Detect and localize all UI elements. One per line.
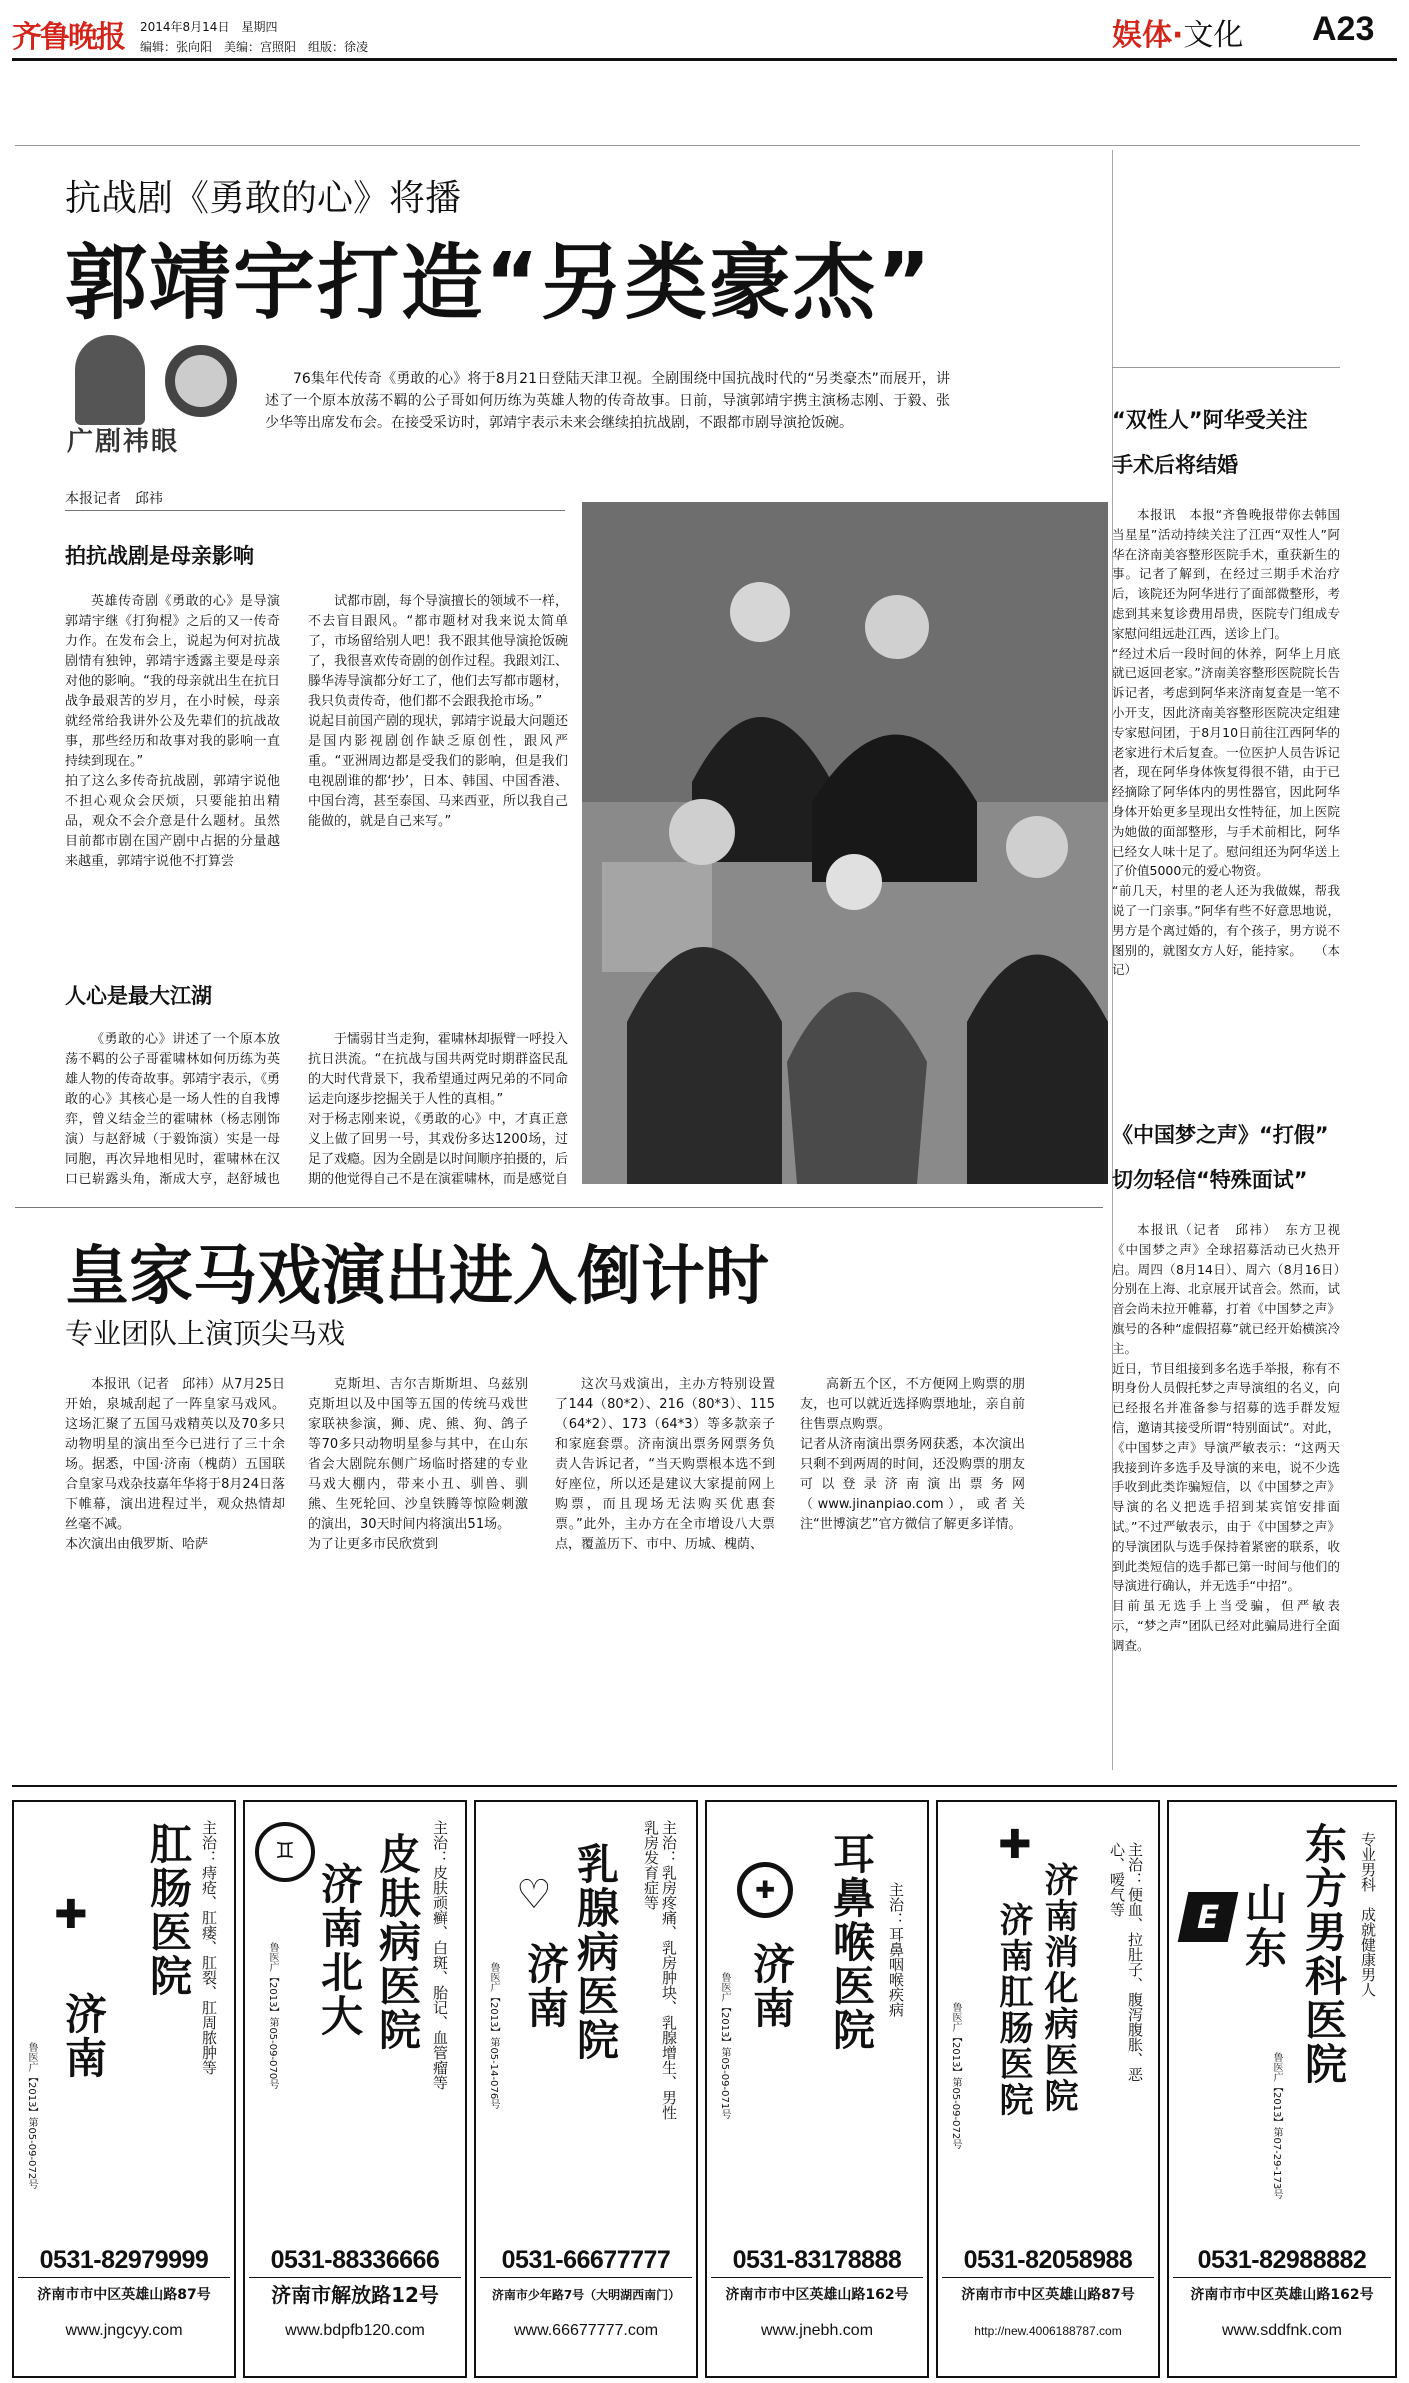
ad-1-address: 济南市市中区英雄山路87号 [37, 2287, 211, 2303]
ad-3-city: 济南 [521, 1942, 570, 2030]
ad-6-address: 济南市市中区英雄山路162号 [1190, 2287, 1374, 2303]
ad-6-name: 东方男科医院 [1299, 1822, 1348, 2086]
avatar [75, 335, 145, 425]
ent-logo-icon: ✚ [737, 1862, 793, 1918]
cross-logo-icon: ✚ [54, 1892, 88, 1938]
ad-1-services: 主治：痔疮、肛瘘、肛裂、肛周脓肿等 [200, 1820, 218, 2075]
side-title-1b: 手术后将结婚 [1112, 453, 1238, 477]
ad-4-url[interactable]: www.jnebh.com [760, 2322, 874, 2339]
ad-5-url[interactable]: http://new.4006188787.com [974, 2324, 1122, 2338]
ad-3-name: 乳腺病医院 [571, 1842, 620, 2062]
ad-5-city: 济南肛肠医院 [993, 1902, 1033, 2118]
section-a: 娱体 [1112, 18, 1172, 53]
lead-col-1a: 英雄传奇剧《勇敢的心》是导演郭靖宇继《打狗棍》之后的又一传奇力作。在发布会上，说起为何对抗战剧情有独钟，郭靖宇透露主要是母亲对他的影响。“我的母亲就出生在抗日战争最艰苦的岁月，在小时候，母亲就经常给我讲外公及先辈们的抗战故事，那些经历和故事对我的影响一直持续到现在。” 拍了这么多传奇抗战剧，郭靖宇说他不担心观众会厌烦，只要能拍出精品，观众不会介意是什么题材。虽然目前都市剧在国产剧中占据的分量越来越重，郭靖宇说他不打算尝 [65, 594, 280, 869]
badge-logo-icon: ♊ [255, 1822, 315, 1882]
lead-top-rule [15, 145, 1360, 146]
ad-1-name: 肛肠医院 [144, 1822, 193, 1998]
section-b: 文化 [1183, 18, 1244, 53]
ad-6-services: 专业男科 成就健康男人 [1359, 1832, 1377, 1997]
ad-breast-hospital [474, 1800, 698, 2378]
ad-skin-hospital [243, 1800, 467, 2378]
ad-5-phone: 0531-82058988 [942, 2242, 1154, 2278]
circus-top-rule [15, 1207, 1103, 1208]
lead-col-1b: 《勇敢的心》讲述了一个原本放荡不羁的公子哥霍啸林如何历练为英雄人物的传奇故事。郭靖宇表示，《勇敢的心》其核心是一场人性的自我博弈，曾义结金兰的霍啸林（杨志刚饰演）与赵舒城（于毅饰演）实是一母同胞，再次异地相见时，霍啸林在汉口已崭露头角，渐成大亨，赵舒城也 [65, 1032, 280, 1187]
ad-2-phone: 0531-88336666 [249, 2242, 461, 2278]
lead-col-2a: 试都市剧，每个导演擅长的领域不一样，不去盲目跟风。“都市题材对我来说太简单了，市场留给别人吧！我不跟其他导演抢饭碗了，我很喜欢传奇剧的创作过程。我跟刘江、滕华涛导演都分好工了，他们去写都市题材，我只负责传奇，他们都不会跟我抢市场。” 说起目前国产剧的现状，郭靖宇说最大问题还是国内影视剧创作缺乏原创性，跟风严重。“亚洲周边都是受我们的影响，但是我们电视剧谁的都‘抄’，日本、韩国、中国香港、中国台湾，甚至泰国、马来西亚，所以我自己能做的，就是自己来写。” [308, 594, 568, 829]
ad-4-phone: 0531-83178888 [711, 2242, 923, 2278]
lead-byline-rule [65, 510, 565, 511]
ad-4-address: 济南市市中区英雄山路162号 [725, 2287, 909, 2303]
ad-4-city: 济南 [747, 1942, 796, 2030]
lead-intro: 76集年代传奇《勇敢的心》将于8月21日登陆天津卫视。全剧围绕中国抗战时代的“另类豪杰”而展开，讲述了一个原本放荡不羁的公子哥如何历练为英雄人物的传奇故事。日前，导演郭靖宇携主演杨志刚、于毅、张少华等出席发布会。在接受采访时，郭靖宇表示未来会继续拍抗战剧，不跟都市剧导演抢饭碗。 [265, 371, 950, 431]
lead-subhead-1: 拍抗战剧是母亲影响 [65, 544, 254, 568]
circus-headline: 皇家马戏演出进入倒计时 [65, 1240, 769, 1314]
circus-col-1: 本报讯（记者 邱祎）从7月25日开始，泉城刮起了一阵皇家马戏风。这场汇聚了五国马戏精英以及70多只动物明星的演出至今已进行了三十余场。据悉，中国·济南（槐荫）五国联合皇家马戏杂技嘉年华将于8月24日落下帷幕，演出进程过半，观众热情却丝毫不减。 本次演出由俄罗斯、哈萨 [65, 1377, 285, 1552]
side-title-2a: 《中国梦之声》“打假” [1112, 1123, 1329, 1147]
ad-2-license: 鲁医广【2013】第05-09-070号 [267, 1942, 278, 2090]
ads-top-rule [12, 1785, 1397, 1787]
ad-3-url[interactable]: www.66677777.com [513, 2322, 659, 2339]
press-photo [582, 502, 1108, 1184]
ad-1-phone: 0531-82979999 [18, 2242, 230, 2278]
lead-kicker: 抗战剧《勇敢的心》将播 [65, 178, 462, 219]
masthead-editors: 编辑：张向阳 美编：宫照阳 组版：徐凌 [140, 40, 369, 54]
circus-col-2: 克斯坦、吉尔吉斯斯坦、乌兹别克斯坦以及中国等五国的传统马戏世家联袂参演，狮、虎、熊、狗、鸽子等70多只动物明星参与其中，在山东省会大剧院东侧广场临时搭建的专业马戏大棚内，带来小丑、驯兽、驯熊、生死轮回、沙皇铁腾等惊险刺激的演出，30天时间内将演出51场。 为了让更多市民欣赏到 [308, 1377, 528, 1552]
ad-6-city: 山东 [1239, 1882, 1288, 1970]
ad-3-address: 济南市少年路7号（大明湖西南门） [491, 2288, 681, 2302]
ad-3-services: 主治：乳房疼痛、乳房肿块、乳腺增生、男性乳房发育症等 [642, 1820, 678, 2120]
masthead-date: 2014年8月14日 星期四 [140, 20, 278, 34]
ad-1-url[interactable]: www.jngcyy.com [65, 2322, 183, 2339]
ad-digestive-hospital [936, 1800, 1160, 2378]
ribbon-logo-icon: ♡ [516, 1872, 552, 1918]
ad-5-name: 济南消化病医院 [1038, 1862, 1078, 2114]
ad-ent-hospital [705, 1800, 929, 2378]
page-number: A23 [1312, 10, 1375, 48]
ad-2-name: 皮肤病医院 [373, 1832, 422, 2052]
lead-headline: 郭靖宇打造“另类豪杰” [65, 236, 933, 331]
lead-byline: 本报记者 邱祎 [65, 491, 163, 507]
ad-4-name: 耳鼻喉医院 [827, 1832, 876, 2052]
ad-andrology-hospital [1167, 1800, 1397, 2378]
side-body-2: 本报讯（记者 邱祎） 东方卫视《中国梦之声》全球招募活动已火热开启。周四（8月14日）、周六（8月16日）分别在上海、北京展开试音会。然而，试音会尚未拉开帷幕，打着《中国梦之声》旗号的各种“虚假招募”就已经开始横滨冷主。 近日，节目组接到多名选手举报，称有不明身份人员假托梦之声导演组的名义，向已经报名并准备参与招募的选手群发短信，邀请其接受所谓“特别面试”。对此，《中国梦之声》导演严敏表示：“这两天我接到许多选手及导演的来电，说不少选手收到此类诈骗短信，以《中国梦之声》导演的名义把选手招到某宾馆安排面试。”不过严敏表示，由于《中国梦之声》的导演团队与选手保持着紧密的联系，收到此类短信的选手都已第一时间与他们的导演进行确认，并无选手“中招”。 目前虽无选手上当受骗，但严敏表示，“梦之声”团队已经对此骗局进行全面调查。 [1112, 1222, 1340, 1653]
ad-5-address: 济南市市中区英雄山路87号 [961, 2287, 1135, 2303]
ad-6-phone: 0531-82988882 [1173, 2242, 1391, 2278]
lead-col-2b: 于懦弱甘当走狗，霍啸林却振臂一呼投入抗日洪流。“在抗战与国共两党时期群盗民乱的大时代背景下，我希望通过两兄弟的不同命运走向逐步挖掘关于人性的真相。” 对于杨志刚来说，《勇敢的心》中，才真正意义上做了回男一号，其戏份多达1200场，过足了戏瘾。因为全剧是以时间顺序拍摄的，后期的他觉得自己不是在演霍啸林，而是感觉自 [308, 1032, 568, 1187]
side-title-2b: 切勿轻信“特殊面试” [1112, 1168, 1308, 1192]
ad-2-services: 主治：皮肤顽癣、白斑、胎记、血管瘤等 [431, 1820, 449, 2090]
press-photo-figures [582, 502, 1108, 1184]
lead-subhead-2: 人心是最大江湖 [65, 984, 212, 1008]
section-label [1112, 10, 1243, 54]
ad-5-services: 主治：便血、拉肚子、腹泻腹胀、恶心、嗳气等 [1108, 1842, 1144, 2082]
circus-col-3: 这次马戏演出，主办方特别设置了144（80*2）、216（80*3）、115（64*2）、173（64*3）等多款亲子和家庭套票。济南演出票务网票务负责人告诉记者，“当天购票根本选不到好座位，所以还是建议大家提前网上购票，而且现场无法购买优惠套票。”此外，主办方在全市增设八大票点，覆盖历下、市中、历城、槐荫、 [555, 1377, 775, 1552]
ad-1-city: 济南 [59, 1992, 108, 2080]
ad-anorectal-hospital [12, 1800, 236, 2378]
cross-logo-icon: ✚ [998, 1822, 1032, 1868]
ad-2-address: 济南市解放路12号 [271, 2283, 439, 2307]
section-dot: · [1172, 18, 1184, 53]
masthead-rule [12, 58, 1397, 61]
circus-subhead: 专业团队上演顶尖马戏 [65, 1317, 346, 1350]
column-logo-text: 广剧祎眼 [67, 427, 180, 457]
andrology-logo-icon: E [1178, 1892, 1239, 1942]
ad-4-services: 主治：耳鼻咽喉疾病 [887, 1882, 905, 2017]
ad-6-url[interactable]: www.sddfnk.com [1221, 2322, 1343, 2339]
side-body-1: 本报讯 本报“齐鲁晚报带你去韩国当星星”活动持续关注了江西“双性人”阿华在济南美容整形医院手术，重获新生的事。记者了解到，在经过三期手术治疗后，该院还为阿华进行了面部微整形，考虑到其来复诊费用昂贵，医院专门组成专家慰问组远赴江西，送诊上门。 “经过术后一段时间的休养，阿华上月底就已返回老家。”济南美容整形医院院长告诉记者，考虑到阿华来济南复查是一笔不小开支，因此济南美容整形医院决定组建专家慰问团，于8月10日前往江西阿华的老家进行术后复查。一位医护人员告诉记者，现在阿华身体恢复得很不错，由于已经摘除了阿华体内的男性器官，因此阿华身体开始更多呈现出女性特征，加上医院为她做的面部整形，与手术前相比，阿华已经女人味十足了。慰问组还为阿华送上了价值5000元的爱心物资。 “前几天，村里的老人还为我做媒，帮我说了一门亲事。”阿华有些不好意思地说，男方是个离过婚的，有个孩子，男方说不图别的，就图女方人好，能持家。 （本记） [1112, 507, 1340, 978]
side-title-1a: “双性人”阿华受关注 [1112, 408, 1308, 432]
ad-3-license: 鲁医广【2013】第05-14-076号 [488, 1962, 499, 2110]
film-reel-icon [165, 345, 237, 417]
side-top-rule [1112, 367, 1340, 368]
masthead-logo: 齐鲁晚报 [12, 20, 124, 55]
ad-2-url[interactable]: www.bdpfb120.com [285, 2322, 425, 2339]
ad-3-phone: 0531-66677777 [480, 2242, 692, 2278]
circus-col-4: 高新五个区，不方便网上购票的朋友，也可以就近选择购票地址，亲自前往售票点购票。 记者从济南演出票务网获悉，本次演出只剩不到两周的时间，还没购票的朋友可以登录济南演出票务网（www.jinanpiao.com），或者关注“世博演艺”官方微信了解更多详情。 [800, 1377, 1025, 1532]
ad-1-license: 鲁医广【2013】第05-09-072号 [26, 2042, 37, 2190]
ad-2-city: 济南北大 [315, 1862, 364, 2038]
column-logo [65, 335, 245, 460]
ad-5-license: 鲁医广【2013】第05-09-072号 [950, 2002, 961, 2150]
ad-6-license: 鲁医广【2013】第07-29-173号 [1271, 2052, 1282, 2200]
ad-4-license: 鲁医广【2013】第05-09-071号 [719, 1972, 730, 2120]
